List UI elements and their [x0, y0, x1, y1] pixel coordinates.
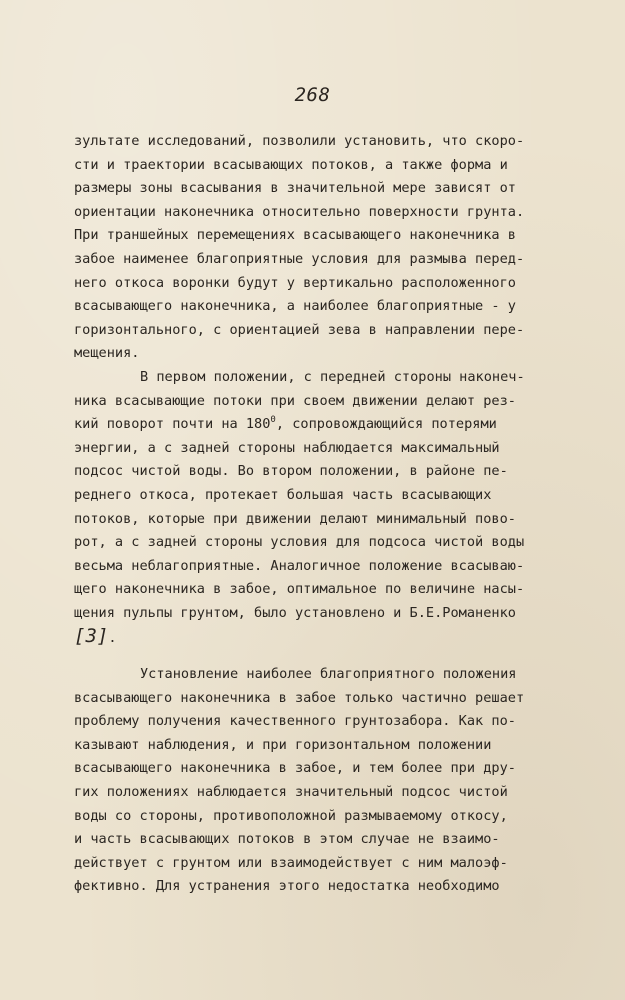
text-fragment: кий поворот почти на 180 [74, 416, 271, 433]
text-line: гих положениях наблюдается значительный подсос чистой [74, 784, 508, 801]
text-line: щего наконечника в забое, оптимальное по величине насы- [74, 581, 525, 598]
text-line: горизонтального, с ориентацией зева в направлении пере- [74, 321, 525, 338]
text-line: рот, а с задней стороны условия для подсоса чистой воды [74, 534, 525, 551]
text-fragment: , сопровождающийся потерями [275, 416, 497, 433]
text-line: зультате исследований, позволили установить, что скоро- [74, 133, 525, 149]
citation-reference: [3] [74, 625, 109, 648]
text-line: воды со стороны, противоположной размываемому откосу, [74, 807, 508, 824]
text-line: весьма неблагоприятные. Аналогичное положение всасываю- [74, 557, 525, 574]
text-line: энергии, а с задней стороны наблюдается максимальный [74, 439, 500, 456]
text-line: щения пульпы грунтом, было установлено и Б.Е.Романенко [74, 604, 516, 621]
text-line: реднего откоса, протекает большая часть всасывающих [74, 486, 492, 503]
text-line: В первом положении, с передней стороны наконеч- [140, 368, 525, 385]
text-line: сти и траектории всасывающих потоков, а также форма и [74, 156, 508, 173]
text-line: ориентации наконечника относительно поверхности грунта. [74, 203, 525, 220]
page-number: 268 [294, 84, 331, 106]
body-text [74, 130, 594, 899]
text-line: всасывающего наконечника в забое только частично решает [74, 689, 525, 706]
text-line: всасывающего наконечника в забое, и тем более при дру- [74, 760, 516, 777]
text-line: фективно. Для устранения этого недостатка необходимо [74, 878, 500, 895]
text-line: проблему получения качественного грунтозабора. Как по- [74, 713, 516, 730]
degree-superscript: 0 [270, 415, 276, 426]
text-line: размеры зоны всасывания в значительной мере зависят от [74, 180, 516, 197]
reference-line [74, 625, 594, 649]
text-line: ника всасывающие потоки при своем движении делают рез- [74, 392, 516, 409]
text-line: и часть всасывающих потоков в этом случае не взаимо- [74, 831, 500, 848]
text-line: казывают наблюдения, и при горизонтальном положении [74, 736, 492, 753]
text-fragment: . [108, 630, 117, 647]
text-line: мещения. [74, 345, 140, 362]
text-line: Установление наиболее благоприятного положения [140, 666, 517, 683]
text-line: всасывающего наконечника, а наиболее благоприятные - у [74, 298, 516, 315]
text-line: него откоса воронки будут у вертикально расположенного [74, 274, 516, 291]
text-line: При траншейных перемещениях всасывающего наконечника в [74, 227, 516, 244]
text-line: потоков, которые при движении делают минимальный пово- [74, 510, 516, 527]
text-line-degree [74, 413, 594, 437]
text-line: действует с грунтом или взаимодействует с ним малоэф- [74, 854, 508, 871]
text-line: подсос чистой воды. Во втором положении, в районе пе- [74, 463, 508, 480]
text-line: забое наименее благоприятные условия для размыва перед- [74, 250, 525, 267]
